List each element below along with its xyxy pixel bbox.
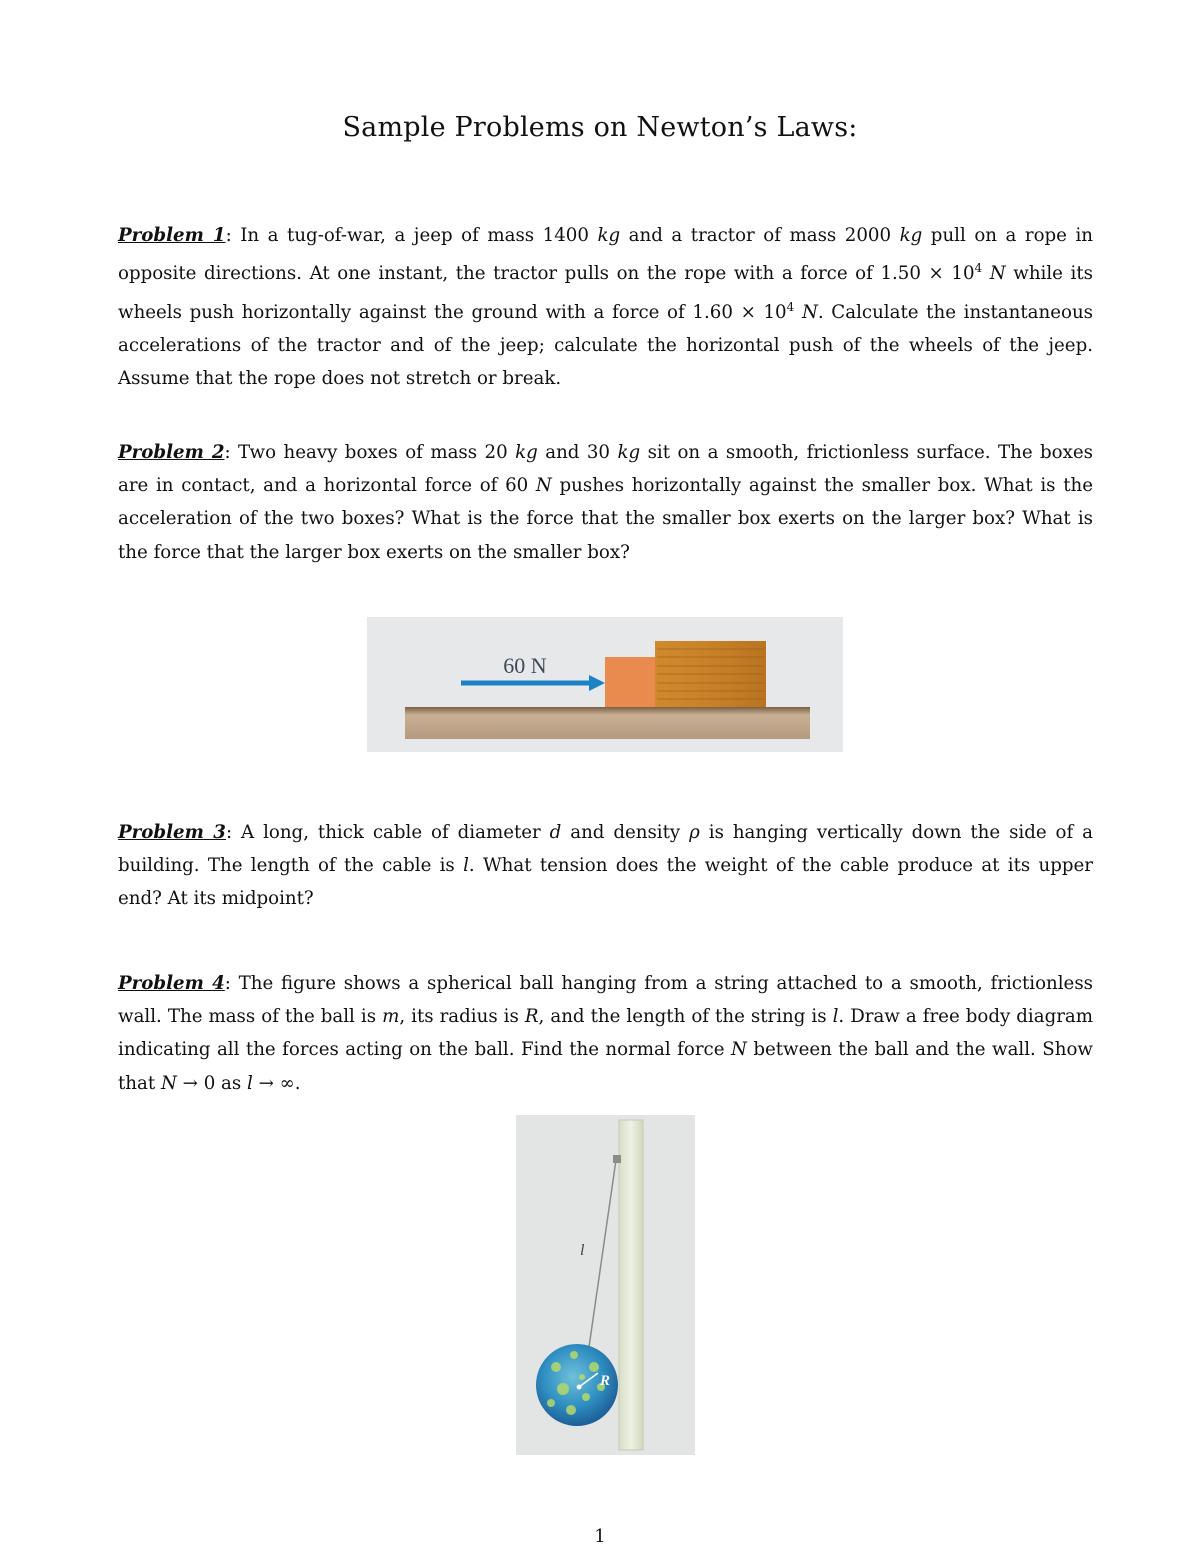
exponent: 4 bbox=[786, 299, 795, 314]
problem-text bbox=[118, 973, 1093, 1094]
math-symbol: kg bbox=[597, 225, 621, 246]
boxes-diagram bbox=[367, 617, 843, 752]
radius-label: R bbox=[600, 1373, 611, 1389]
math-symbol: m bbox=[382, 1006, 400, 1028]
text-run: between the ball and the wall. Show that bbox=[118, 1039, 1093, 1094]
text-run: , its radius is bbox=[399, 1006, 525, 1028]
problem-label: Problem 4 bbox=[118, 973, 225, 994]
text-run: : A long, thick cable of diameter bbox=[225, 822, 550, 843]
wood-grain bbox=[657, 649, 764, 699]
math-symbol: kg bbox=[899, 225, 923, 246]
math-symbol: l bbox=[832, 1006, 839, 1028]
math-symbol: kg bbox=[515, 442, 538, 463]
string-anchor bbox=[613, 1155, 621, 1163]
problem-text bbox=[118, 442, 1093, 563]
page-title: Sample Problems on Newton’s Laws: bbox=[342, 112, 858, 143]
problem-label: Problem 3 bbox=[118, 822, 226, 843]
ball-wall-diagram bbox=[516, 1115, 695, 1455]
string bbox=[589, 1160, 616, 1347]
ball-center bbox=[577, 1385, 582, 1390]
text-run: while its wheels push horizontally against the ground with a force of 1.60 × 10 bbox=[118, 263, 1093, 323]
problem-label: Problem 2 bbox=[118, 442, 225, 463]
math-symbol: N bbox=[535, 475, 552, 497]
ball-wall-figure bbox=[516, 1115, 695, 1455]
boxes-figure bbox=[367, 617, 843, 752]
text-run: , and the length of the string is bbox=[538, 1006, 833, 1028]
text-run: pull on a rope in opposite directions. At one instant, the tractor pulls on the rope with a force of 1.50 × 10 bbox=[118, 225, 1094, 285]
wall bbox=[619, 1120, 643, 1450]
text-run: pushes horizontally against the smaller box. What is the acceleration of the two boxes? What is the force that the smaller box exerts on the larger box? What is the force that the larger box exerts on the smaller box? bbox=[118, 475, 1093, 563]
text-run: : In a tug-of-war, a jeep of mass 1400 bbox=[225, 225, 598, 246]
math-symbol: ρ bbox=[689, 822, 700, 843]
string-length-label: l bbox=[580, 1242, 585, 1259]
math-symbol: d bbox=[549, 822, 562, 843]
text-run bbox=[794, 302, 802, 323]
problem-2 bbox=[118, 436, 1093, 569]
math-symbol: N bbox=[730, 1039, 747, 1061]
text-run bbox=[982, 263, 990, 284]
problem-label: Problem 1 bbox=[118, 225, 226, 246]
math-symbol: N bbox=[989, 263, 1006, 285]
problem-text bbox=[118, 225, 1093, 389]
math-symbol: N bbox=[801, 301, 818, 323]
text-run: : Two heavy boxes of mass 20 bbox=[224, 442, 516, 463]
text-run: sit on a smooth, frictionless surface. The boxes are in contact, and a horizontal force of 60 bbox=[118, 442, 1093, 497]
text-run: . What tension does the weight of the cable produce at its upper end? At its midpoint? bbox=[118, 855, 1093, 910]
math-symbol: N bbox=[160, 1072, 177, 1094]
math-symbol: R bbox=[524, 1006, 539, 1028]
problem-text bbox=[118, 822, 1093, 909]
text-run: . Calculate the instantaneous accelerations of the tractor and of the jeep; calculate the horizontal push of the wheels of the jeep. Assume that the rope does not stretch or break. bbox=[118, 301, 1093, 389]
text-run: . Draw a free body diagram indicating all the forces acting on the ball. Find the normal force bbox=[118, 1006, 1093, 1061]
problem-1 bbox=[118, 219, 1093, 395]
problem-4 bbox=[118, 967, 1093, 1100]
text-run: and 30 bbox=[537, 442, 618, 463]
arrow-head-icon bbox=[589, 675, 605, 691]
problem-3 bbox=[118, 816, 1093, 916]
text-run: : The figure shows a spherical ball hanging from a string attached to a smooth, frictionless wall. The mass of the ball is bbox=[118, 973, 1093, 1028]
page-number: 1 bbox=[594, 1526, 606, 1547]
small-box bbox=[605, 657, 655, 707]
text-run: → 0 as bbox=[176, 1072, 248, 1094]
exponent: 4 bbox=[974, 261, 983, 276]
text-run: → ∞. bbox=[252, 1072, 301, 1094]
ground-surface bbox=[405, 707, 810, 739]
math-symbol: l bbox=[463, 855, 469, 877]
force-label: 60 N bbox=[503, 653, 547, 678]
math-symbol: l bbox=[247, 1072, 253, 1094]
math-symbol: kg bbox=[617, 442, 641, 463]
text-run: and a tractor of mass 2000 bbox=[620, 225, 900, 246]
text-run: is hanging vertically down the side of a building. The length of the cable is bbox=[118, 822, 1093, 877]
text-run: and density bbox=[561, 822, 690, 843]
